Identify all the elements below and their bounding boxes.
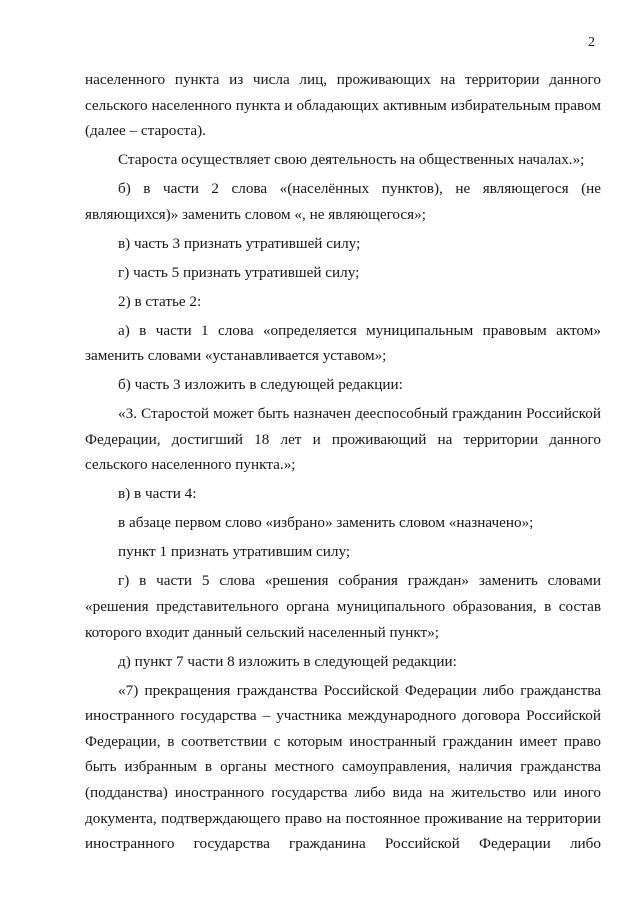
paragraph: Староста осуществляет свою деятельность на общественных началах.»; (118, 151, 585, 169)
paragraph: пункт 1 признать утратившим силу; (118, 543, 351, 561)
paragraph: б) в части 2 слова «(населённых пунктов), не являющегося (не являющихся)» заменить словом «, не являющегося»; (85, 180, 601, 223)
paragraph: г) часть 5 признать утратившей силу; (118, 263, 360, 281)
paragraph: населенного пункта из числа лиц, проживающих на территории данного сельского населенного пункта и обладающих активным избирательным правом (далее – староста). (85, 71, 601, 140)
paragraph: в) часть 3 признать утратившей силу; (118, 234, 361, 252)
paragraph: а) в части 1 слова «определяется муниципальным правовым актом» заменить словами «устанавливается уставом»; (85, 321, 601, 365)
paragraph: б) часть 3 изложить в следующей редакции: (118, 376, 403, 394)
paragraph: «3. Старостой может быть назначен дееспособный гражданин Российской Федерации, достигший 18 лет и проживающий на территории данного сельского населенного пункта.»; (85, 405, 601, 474)
paragraph: г) в части 5 слова «решения собрания граждан» заменить словами «решения представительного органа муниципального образования, в состав которого входит данный сельский населенный пункт»; (85, 572, 601, 641)
paragraph: 2) в статье 2: (118, 292, 202, 310)
paragraph: в абзаце первом слово «избрано» заменить словом «назначено»; (118, 514, 534, 532)
paragraph: д) пункт 7 части 8 изложить в следующей редакции: (118, 652, 457, 670)
paragraph: «7) прекращения гражданства Российской Федерации либо гражданства иностранного государства – участника международного договора Российской Федерации, в соответствии с которым иностранный гражданин имеет право быть избранным в органы местного самоуправления, наличия гражданства (подданства) иностранного государства либо вида на жительство или иного документа, подтверждающего право на постоянное проживание на территории иностранного государства гражданина Российской Федерации либо (85, 681, 601, 853)
page-number: 2 (588, 35, 595, 50)
paragraph: в) в части 4: (118, 485, 197, 503)
document-body (85, 67, 601, 860)
